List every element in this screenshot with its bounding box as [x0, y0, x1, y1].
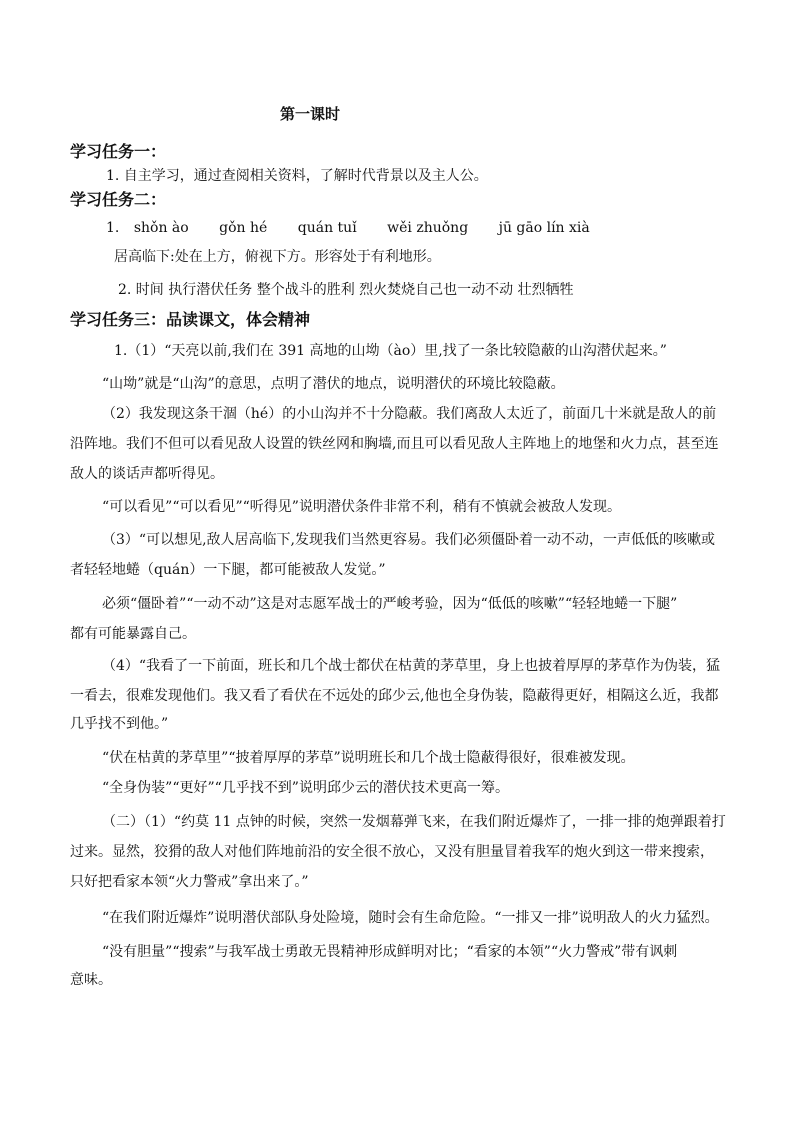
task2-heading: 学习任务二： — [70, 190, 167, 209]
pinyin-item: jū gāo lín xià — [498, 220, 590, 236]
paragraph-line: “伏在枯黄的茅草里”“披着厚厚的茅草”说明班长和几个战士隐蔽得很好，很难被发现。 — [102, 750, 635, 766]
paragraph-line: 沿阵地。我们不但可以看见敌人设置的铁丝网和胸墙,而且可以看见敌人主阵地上的地堡和火力点，甚至连 — [70, 436, 719, 452]
paragraph-line: “山坳”就是“山沟”的意思，点明了潜伏的地点，说明潜伏的环境比较隐蔽。 — [102, 376, 565, 392]
pinyin-item: gǒn hé — [219, 220, 268, 236]
task1-heading: 学习任务一： — [70, 142, 167, 161]
paragraph-line: “在我们附近爆炸”说明潜伏部队身处险境，随时会有生命危险。“一排又一排”说明敌人的火力猛烈。 — [102, 910, 719, 926]
paragraph-line: （4）“我看了一下前面，班长和几个战士都伏在枯黄的茅草里，身上也披着厚厚的茅草作为伪装，猛 — [102, 658, 721, 674]
paragraph-line: 必须“僵卧着”“一动不动”这是对志愿军战士的严峻考验，因为“低低的咳嗽”“轻轻地蜷一下腿” — [102, 596, 678, 612]
task3-heading: 学习任务三：品读课文，体会精神 — [70, 310, 311, 329]
paragraph-line: 者轻轻地蜷（quán）一下腿，都可能被敌人发觉。” — [70, 562, 386, 578]
pinyin-item: wěi zhuǒng — [387, 220, 469, 236]
paragraph-line: 几乎找不到他。” — [70, 716, 169, 732]
pinyin-item: quán tuǐ — [297, 220, 357, 236]
paragraph-line: 敌人的谈话声都听得见。 — [70, 466, 224, 482]
paragraph-line: 都有可能暴露自己。 — [70, 626, 196, 642]
pinyin-row — [106, 218, 616, 238]
task2-item2: 2. 时间 执行潜伏任务 整个战斗的胜利 烈火焚烧自己也一动不动 壮烈牺牲 — [118, 282, 574, 298]
page-title: 第一课时 — [280, 105, 341, 123]
paragraph-line: （3）“可以想见,敌人居高临下,发现我们当然更容易。我们必须僵卧着一动不动，一声低低的咳嗽或 — [102, 532, 715, 548]
paragraph-line: 意味。 — [70, 972, 112, 988]
definition-text: 居高临下:处在上方，俯视下方。形容处于有利地形。 — [114, 249, 441, 265]
paragraph-line: （二）（1）“约莫 11 点钟的时候，突然一发烟幕弹飞来，在我们附近爆炸了，一排一排的炮弹跟着打 — [102, 814, 726, 830]
paragraph-line: 过来。显然，狡猾的敌人对他们阵地前沿的安全很不放心，又没有胆量冒着我军的炮火到这一带来搜索， — [70, 844, 714, 860]
pinyin-label: 1. — [106, 220, 120, 236]
paragraph-line: 一看去，很难发现他们。我又看了看伏在不远处的邱少云,他也全身伪装，隐蔽得更好，相隔这么近，我都 — [70, 688, 719, 704]
task1-item1: 1. 自主学习，通过查阅相关资料，了解时代背景以及主人公。 — [106, 168, 488, 184]
paragraph-line: “可以看见”“可以看见”“听得见”说明潜伏条件非常不利，稍有不慎就会被敌人发现。 — [102, 499, 621, 515]
paragraph-line: 1.（1）“天亮以前,我们在 391 高地的山坳（ào）里,找了一条比较隐蔽的山沟潜伏起来。” — [114, 343, 667, 359]
pinyin-item: shǒn ào — [133, 220, 189, 236]
paragraph-line: “全身伪装”“更好”“几乎找不到”说明邱少云的潜伏技术更高一筹。 — [102, 780, 509, 796]
paragraph-line: “没有胆量”“搜索”与我军战士勇敢无畏精神形成鲜明对比；“看家的本领”“火力警戒”带有讽刺 — [102, 944, 678, 960]
paragraph-line: 只好把看家本领“火力警戒”拿出来了。” — [70, 874, 309, 890]
paragraph-line: （2）我发现这条干涸（hé）的小山沟并不十分隐蔽。我们离敌人太近了，前面几十米就是敌人的前 — [102, 406, 717, 422]
